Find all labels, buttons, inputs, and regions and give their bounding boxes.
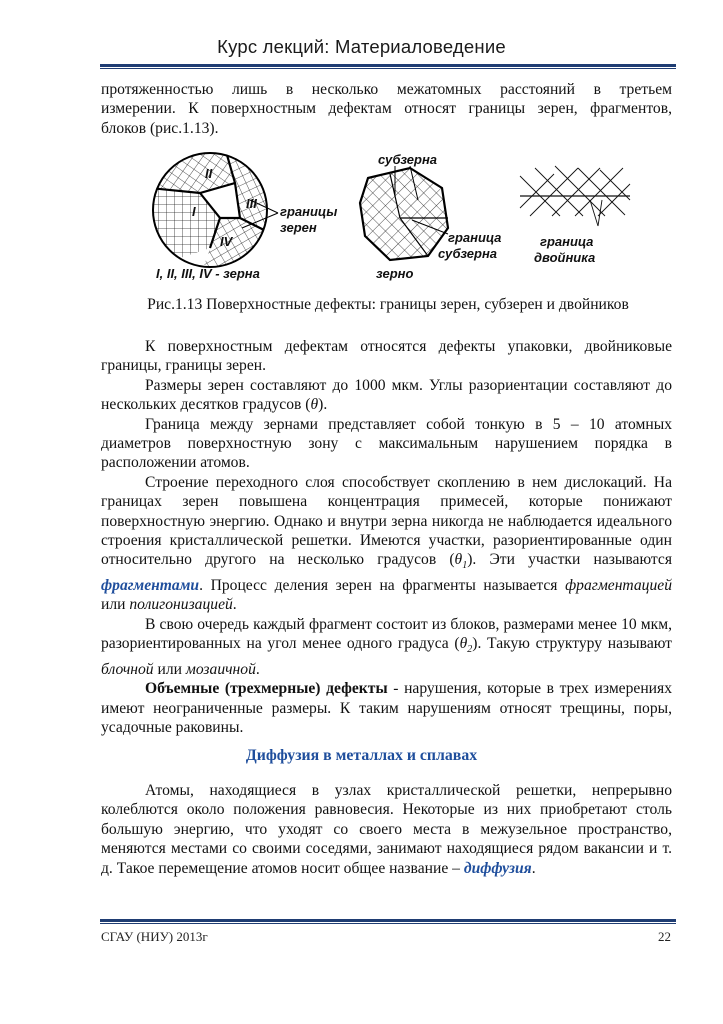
intro-line-2: измерении. К поверхностным дефектам относят границы зерен, фрагментов,: [101, 100, 672, 118]
p4-text: Строение переходного слоя способствует скоплению в нем дислокаций. На границах зерен повышена концентрация примесей, которые понижают поверхностную энергию. Однако и внутри зерна никогда не наблюдается идеального строения кристаллической решетки. Имеются участки, разориентированные один относительно другого на несколько градусов (: [101, 473, 672, 569]
p4-mid1: ). Эти участки называются: [467, 551, 672, 569]
term-volume-defects: Объемные (трехмерные) дефекты: [145, 680, 388, 698]
diffusion-text-body: Атомы, находящиеся в узлах кристаллической решетки, непрерывно колеблются около положения равновесия. Некоторые из них приобретают столь большую энергию, что уходят со своего места в межузельное пространство, меняются местами со своими соседями, занимают находящиеся рядом вакансии и т. д. Такое перемещение атомов носит общее название –: [101, 782, 672, 877]
course-title: Курс лекций: Материаловедение: [217, 36, 506, 57]
figure-1-13: [150, 148, 640, 286]
roman-II: II: [205, 166, 213, 181]
figure-caption: Рис.1.13 Поверхностные дефекты: границы зерен, субзерен и двойников: [147, 296, 629, 313]
theta1-sub: 1: [462, 560, 468, 572]
subgrains-label: субзерна: [378, 152, 438, 167]
p2-end: ).: [318, 396, 328, 414]
p4-end: .: [232, 596, 237, 614]
subgrain-boundary-label-1: граница: [448, 230, 502, 245]
surface-defects-diagram: [150, 148, 640, 286]
grain-boundaries-panel: [150, 148, 337, 281]
paragraph-2: [101, 376, 672, 415]
diffusion-text: [101, 781, 672, 878]
p5-or: или: [153, 660, 186, 678]
footer-institution: СГАУ (НИУ) 2013г: [101, 929, 208, 944]
roman-IV: IV: [220, 234, 233, 249]
footer-rule-thick: [100, 919, 676, 922]
boundaries-label-1: границы: [280, 204, 338, 219]
subgrain-boundary-label-2: субзерна: [438, 246, 498, 261]
header-rule-thick: [100, 64, 676, 67]
intro-line-3: блоков (рис.1.13).: [101, 119, 219, 137]
p5-mid: ). Такую структуру называют: [472, 635, 672, 653]
term-fragments: фрагментами: [101, 576, 200, 594]
intro-paragraph: [101, 80, 672, 138]
section-heading: Диффузия в металлах и сплавах: [245, 747, 478, 764]
grain-label: зерно: [376, 266, 414, 281]
p4-or: или: [101, 596, 130, 614]
main-text: [101, 337, 672, 737]
term-polygonization: полигонизацией: [129, 596, 233, 614]
diffusion-end: .: [531, 859, 536, 877]
diffusion-paragraph: [101, 781, 672, 878]
paragraph-4: [101, 473, 672, 615]
header-rule-thin: [100, 68, 676, 69]
theta1-letter: θ: [454, 551, 463, 569]
paragraph-1: К поверхностным дефектам относятся дефекты упаковки, двойниковые границы, границы зерен.: [101, 338, 672, 375]
term-diffusion: диффузия: [463, 859, 532, 877]
twin-boundary-label-1: граница: [540, 234, 594, 249]
theta2-sub: 2: [467, 644, 473, 656]
twin-boundary-label-2: двойника: [534, 250, 596, 265]
paragraph-6: [101, 679, 672, 737]
p5-text: В свою очередь каждый фрагмент состоит из блоков, размерами менее 10 мкм, разориентированных на угол менее одного градуса (: [101, 615, 672, 653]
boundaries-label-2: зерен: [280, 220, 317, 235]
intro-line-1: протяженностью лишь в несколько межатомных расстояний в третьем: [101, 81, 672, 98]
grains-label: I, II, III, IV - зерна: [156, 266, 260, 281]
paragraph-3: Граница между зернами представляет собой тонкую в 5 – 10 атомных диаметров поверхностную зону с максимальным нарушением порядка в расположении атомов.: [101, 415, 672, 472]
term-mosaic: мозаичной: [185, 660, 256, 678]
theta1-symbol: [454, 551, 468, 572]
subgrain-panel: [360, 152, 501, 281]
term-fragmentation: фрагментацией: [565, 576, 672, 594]
twin-boundary-panel: [520, 166, 630, 226]
theta-symbol: θ: [310, 396, 319, 414]
p2-text: Размеры зерен составляют до 1000 мкм. Углы разориентации составляют до нескольких десятков градусов (: [101, 376, 672, 414]
p6-text: - нарушения, которые в трех измерениях имеют неограниченные размеры. К таким нарушениям относят трещины, поры, усадочные раковины.: [101, 680, 672, 736]
p4-mid2: . Процесс деления зерен на фрагменты называется: [199, 576, 566, 594]
roman-III: III: [246, 196, 257, 211]
theta2-letter: θ: [459, 635, 468, 653]
p5-end: .: [255, 660, 260, 678]
page-number: 22: [658, 929, 671, 944]
paragraph-5: [101, 615, 672, 679]
footer-rule-thin: [100, 923, 676, 924]
term-block: блочной: [101, 660, 154, 678]
theta2-symbol: [459, 635, 473, 656]
roman-I: I: [192, 204, 196, 219]
